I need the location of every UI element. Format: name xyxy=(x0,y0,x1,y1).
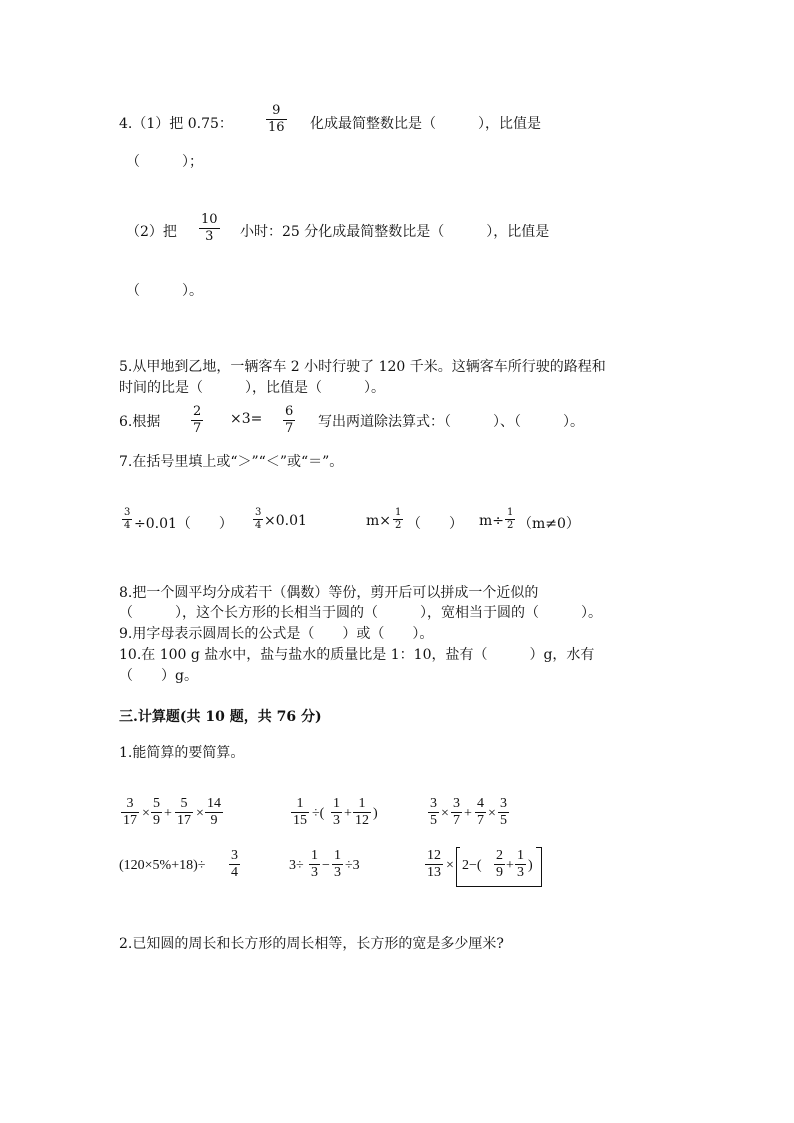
denominator: 17 xyxy=(177,813,191,828)
fraction xyxy=(205,797,223,828)
numerator: 14 xyxy=(207,796,221,811)
q4-part1-text: 化成最简整数比是（ ），比值是 xyxy=(310,116,541,132)
numerator: 2 xyxy=(193,404,202,419)
q8-line1: 8.把一个圆平均分成若干（偶数）等份，剪开后可以拼成一个近似的 xyxy=(119,585,539,601)
q5-line1: 5.从甲地到乙地，一辆客车 2 小时行驶了 120 千米。这辆客车所行驶的路程和 xyxy=(119,359,606,375)
numerator: 1 xyxy=(334,848,341,863)
section3-q2: 2.已知圆的周长和长方形的周长相等，长方形的宽是多少厘米? xyxy=(119,936,504,952)
numerator: 1 xyxy=(296,796,304,811)
numerator: 12 xyxy=(427,848,441,863)
fraction-2-7 xyxy=(191,405,203,436)
operator: × xyxy=(446,858,454,873)
q4-part1-lead: 4.（1）把 0.75： xyxy=(119,116,233,132)
operator: ÷( xyxy=(312,806,325,821)
numerator: 3 xyxy=(255,507,262,518)
expression: (120×5%+18)÷ xyxy=(119,858,206,873)
numerator: 6 xyxy=(285,404,294,419)
expression: 2−( xyxy=(462,858,482,873)
numerator: 4 xyxy=(477,796,484,811)
fraction xyxy=(353,797,371,828)
numerator: 9 xyxy=(272,103,281,118)
fraction-10-3 xyxy=(199,213,220,244)
q4-part2-lead: （2）把 xyxy=(126,224,177,240)
denominator: 17 xyxy=(123,813,137,828)
fraction-3-4 xyxy=(253,508,263,531)
denominator: 4 xyxy=(255,520,262,531)
q10-line2: （ ）g。 xyxy=(119,668,198,684)
numerator: 3 xyxy=(231,848,238,863)
denominator: 3 xyxy=(333,813,340,828)
q7-expr1: ÷0.01（ ） xyxy=(134,516,233,532)
q5-line2: 时间的比是（ ），比值是（ ）。 xyxy=(119,380,385,396)
q7-title: 7.在括号里填上或“＞”“＜”或“＝”。 xyxy=(119,454,344,470)
q6-lead: 6.根据 xyxy=(119,414,161,430)
operator: ) xyxy=(373,806,378,821)
denominator: 4 xyxy=(231,865,238,880)
denominator: 9 xyxy=(153,813,160,828)
fraction xyxy=(121,797,139,828)
numerator: 1 xyxy=(395,507,402,518)
expression: 3÷ xyxy=(289,858,304,873)
fraction xyxy=(175,797,193,828)
fraction xyxy=(515,849,526,880)
denominator: 12 xyxy=(355,813,369,828)
operator: − xyxy=(322,858,330,873)
denominator: 2 xyxy=(507,520,514,531)
fraction xyxy=(229,849,240,880)
fraction-3-4 xyxy=(122,508,132,531)
q4-part1-answer: （ ）； xyxy=(126,154,203,170)
q7-expr3-blank: （ ） xyxy=(407,516,463,532)
operator: + xyxy=(164,806,172,821)
fraction xyxy=(151,797,162,828)
fraction xyxy=(425,849,443,880)
q8-line2: （ ），这个长方形的长相当于圆的（ ），宽相当于圆的（ ）。 xyxy=(119,605,602,621)
operator: × xyxy=(441,806,449,821)
q7-expr4-lead: m÷ xyxy=(479,513,505,529)
denominator: 5 xyxy=(500,813,507,828)
denominator: 9 xyxy=(210,813,218,828)
denominator: 3 xyxy=(311,865,318,880)
numerator: 2 xyxy=(496,848,503,863)
section-title: 三.计算题(共 10 题，共 76 分) xyxy=(119,709,322,725)
q7-expr3-lead: m× xyxy=(366,513,392,529)
numerator: 3 xyxy=(453,796,460,811)
fraction xyxy=(309,849,320,880)
operator: + xyxy=(464,806,472,821)
q4-part2-text: 小时：25 分化成最简整数比是（ ），比值是 xyxy=(240,224,550,240)
numerator: 3 xyxy=(430,796,437,811)
denominator: 13 xyxy=(427,865,441,880)
numerator: 1 xyxy=(333,796,340,811)
denominator: 7 xyxy=(453,813,460,828)
operator: × xyxy=(142,806,150,821)
fraction-9-16 xyxy=(266,104,287,135)
denominator: 9 xyxy=(496,865,503,880)
numerator: 1 xyxy=(517,848,524,863)
fraction-6-7 xyxy=(283,405,295,436)
numerator: 1 xyxy=(358,796,366,811)
q10-line1: 10.在 100 g 盐水中，盐与盐水的质量比是 1：10，盐有（ ）g，水有 xyxy=(119,647,595,663)
operator: × xyxy=(488,806,496,821)
denominator: 3 xyxy=(205,229,214,244)
fraction xyxy=(332,849,343,880)
operator: × xyxy=(196,806,204,821)
numerator: 10 xyxy=(201,212,218,227)
numerator: 1 xyxy=(507,507,514,518)
numerator: 3 xyxy=(126,796,134,811)
denominator: 15 xyxy=(293,813,307,828)
denominator: 7 xyxy=(285,421,294,436)
fraction-1-2 xyxy=(505,508,515,531)
fraction xyxy=(498,797,509,828)
denominator: 7 xyxy=(477,813,484,828)
numerator: 5 xyxy=(180,796,188,811)
fraction xyxy=(331,797,342,828)
section3-q1: 1.能简算的要简算。 xyxy=(119,745,245,761)
operator: + xyxy=(506,858,514,873)
numerator: 3 xyxy=(500,796,507,811)
fraction xyxy=(428,797,439,828)
denominator: 3 xyxy=(334,865,341,880)
q6-text: 写出两道除法算式：（ ）、（ ）。 xyxy=(318,414,584,430)
operator: ÷3 xyxy=(345,858,360,873)
q7-expr2: ×0.01 xyxy=(264,513,307,529)
denominator: 16 xyxy=(268,120,285,135)
q6-times: ×3= xyxy=(230,411,263,427)
q7-expr4-condition: （m≠0） xyxy=(518,516,580,532)
q9-line1: 9.用字母表示圆周长的公式是（ ）或（ ）。 xyxy=(119,626,434,642)
fraction xyxy=(475,797,486,828)
denominator: 7 xyxy=(193,421,202,436)
numerator: 1 xyxy=(311,848,318,863)
fraction xyxy=(494,849,505,880)
numerator: 3 xyxy=(124,507,131,518)
operator: + xyxy=(344,806,352,821)
fraction xyxy=(451,797,462,828)
fraction xyxy=(291,797,309,828)
operator: ) xyxy=(528,858,533,873)
denominator: 5 xyxy=(430,813,437,828)
fraction-1-2 xyxy=(393,508,403,531)
denominator: 2 xyxy=(395,520,402,531)
denominator: 3 xyxy=(517,865,524,880)
q4-part2-answer: （ ）。 xyxy=(126,283,203,299)
numerator: 5 xyxy=(153,796,160,811)
denominator: 4 xyxy=(124,520,131,531)
